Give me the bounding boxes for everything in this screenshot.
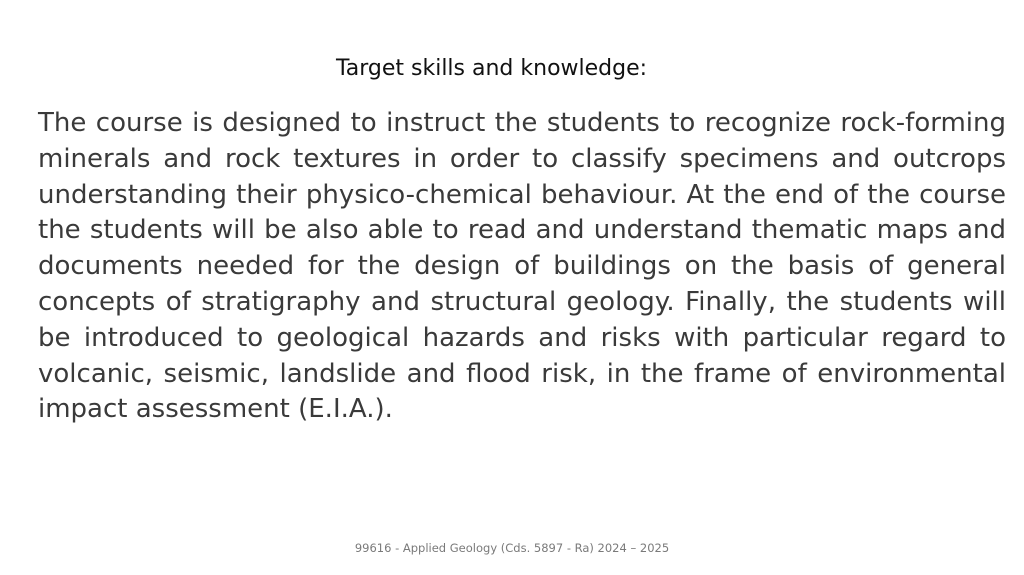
slide-heading: Target skills and knowledge: bbox=[335, 56, 648, 81]
slide-footer: 99616 - Applied Geology (Cds. 5897 - Ra) 2024 – 2025 bbox=[354, 541, 670, 555]
course-description: The course is designed to instruct the students to recognize rock-forming minerals and rock textures in order to classify specimens and outcrops understanding their physico-chemical behaviour. At the end of the course the students will be also able to read and understand thematic maps and documents needed for the design of buildings on the basis of general concepts of stratigraphy and structural geology. Finally, the students will be introduced to geological hazards and risks with particular regard to volcanic, seismic, landslide and flood risk, in the frame of environmental impact assessment (E.I.A.). bbox=[38, 108, 1006, 425]
